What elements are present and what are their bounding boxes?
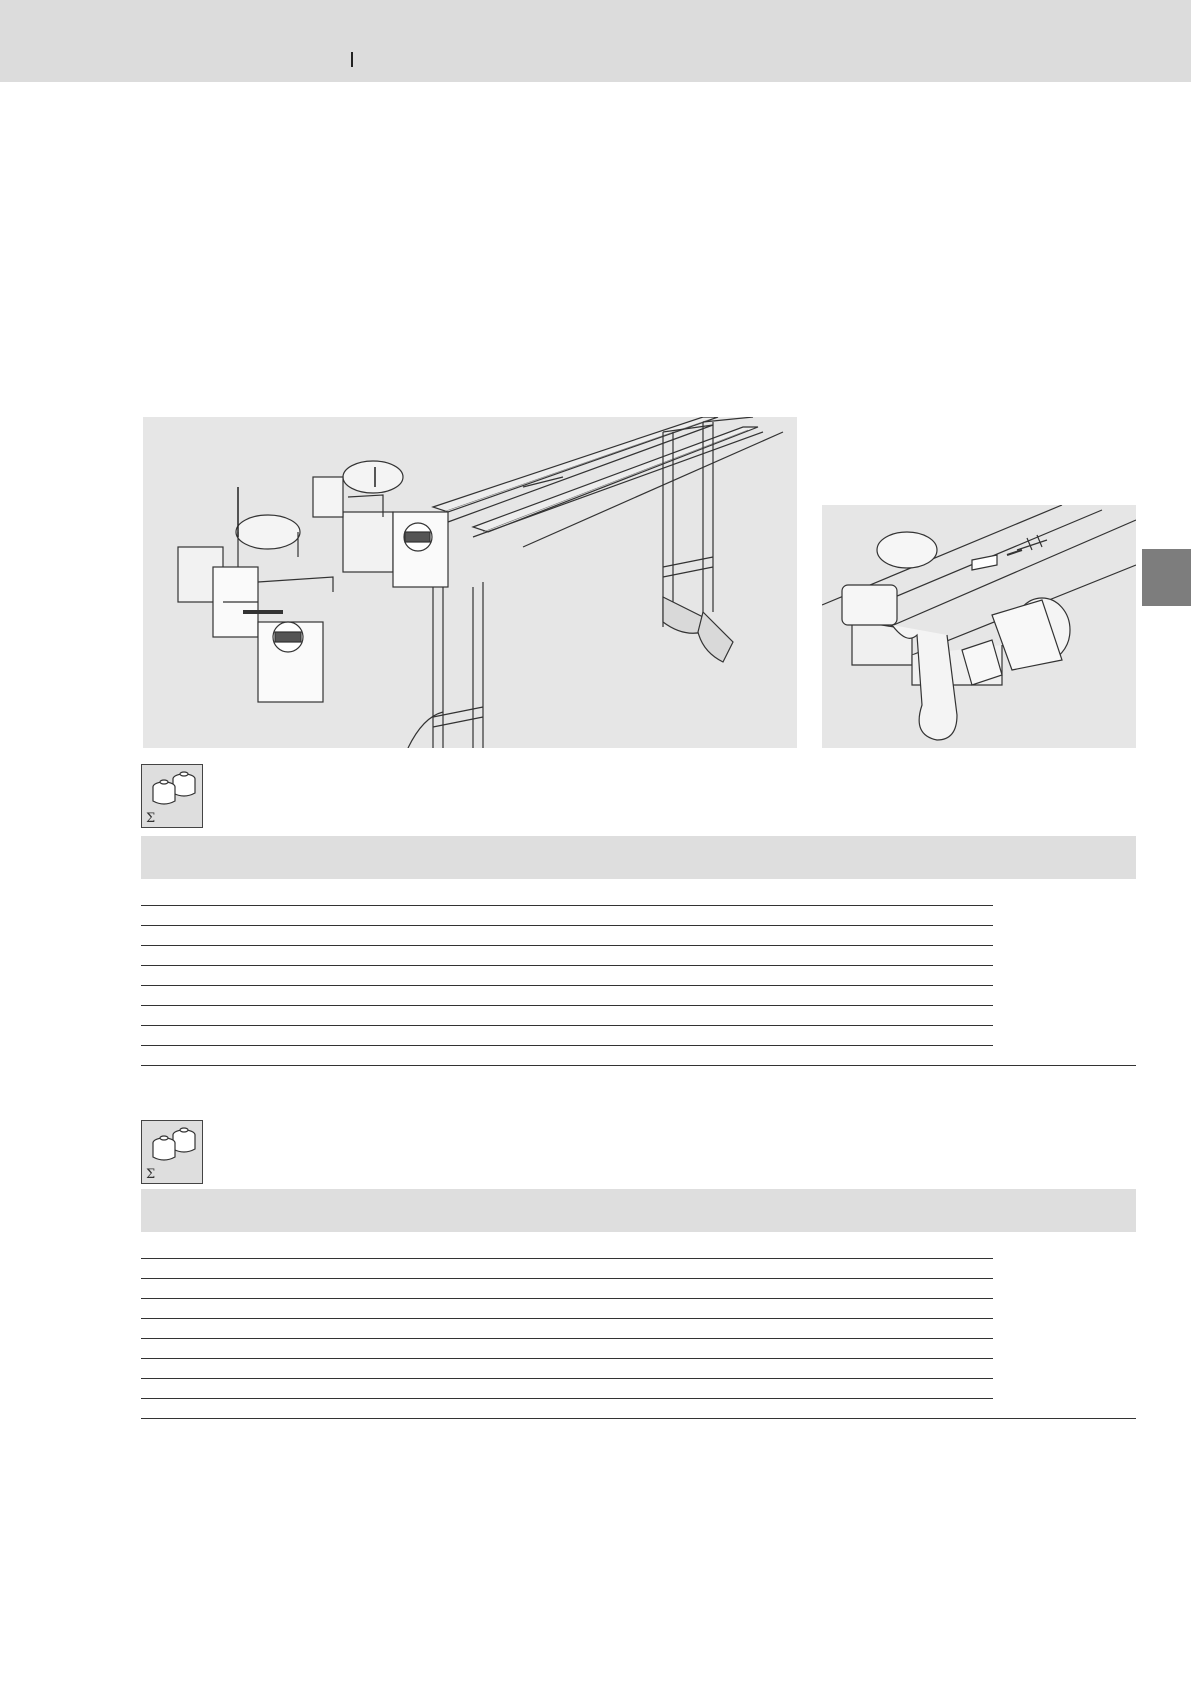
conveyor-overview-drawing [143,417,797,748]
conveyor-overview-figure [143,417,797,748]
table-row [141,1025,993,1026]
weight-sigma-icon [141,1120,203,1184]
table-row [141,1398,993,1399]
table-row [141,1338,993,1339]
table-row [141,1298,993,1299]
drive-detail-drawing [822,505,1136,748]
table-row [141,965,993,966]
table-row [141,1278,993,1279]
table-row [141,985,993,986]
weight-sigma-icon [141,764,203,828]
svg-text:Σ: Σ [146,811,156,826]
table-row [141,1318,993,1319]
table-header-band [141,1189,1136,1232]
chapter-side-tab[interactable] [1142,549,1191,606]
svg-text:Σ: Σ [146,1167,156,1182]
table-row [141,925,993,926]
table-row [141,945,993,946]
table-row [141,1258,993,1259]
table-bottom-rule [141,1418,1136,1419]
table-bottom-rule [141,1065,1136,1066]
table-row [141,1358,993,1359]
page-header-band [0,0,1191,82]
drive-detail-figure [822,505,1136,748]
table-row [141,1378,993,1379]
header-separator-mark [351,52,353,67]
table-row [141,1045,993,1046]
table-row [141,1005,993,1006]
table-row [141,905,993,906]
table-header-band [141,836,1136,879]
